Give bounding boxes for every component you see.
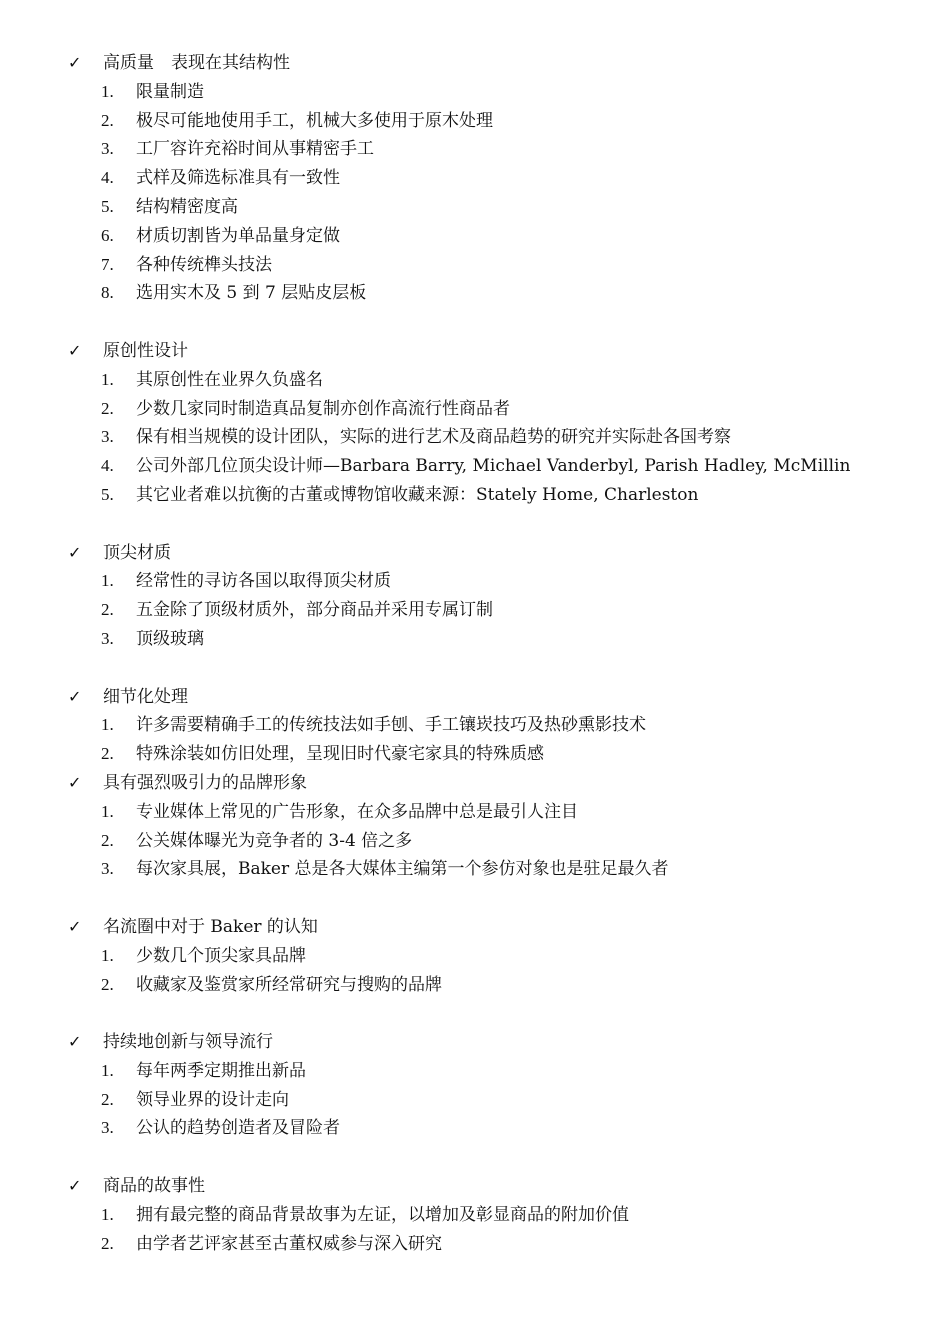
list-item-text: 工厂容许充裕时间从事精密手工 [136, 139, 374, 160]
list-item-number: 3. [101, 427, 114, 447]
list-item-text: 拥有最完整的商品背景故事为左证，以增加及彰显商品的附加价值 [136, 1204, 629, 1225]
list-item [0, 423, 950, 452]
list-item [0, 740, 950, 769]
list-item [0, 827, 950, 856]
section-title: 名流圈中对于 Baker 的认知 [103, 916, 318, 937]
list-item-text: 极尽可能地使用手工，机械大多使用于原木处理 [136, 110, 493, 131]
list-item-text: 由学者艺评家甚至古董权威参与深入研究 [136, 1233, 442, 1254]
list-item-text: 少数几个顶尖家具品牌 [136, 945, 306, 966]
list-item-number: 1. [101, 1060, 114, 1080]
list-item-text: 材质切割皆为单品量身定做 [136, 225, 340, 246]
list-item-number: 3. [101, 1118, 114, 1138]
list-item [0, 625, 950, 654]
list-item-number: 3. [101, 139, 114, 159]
section-heading [0, 913, 950, 942]
list-item-text: 各种传统榫头技法 [136, 254, 272, 275]
section-heading [0, 1172, 950, 1201]
section-heading [0, 769, 950, 798]
list-item [0, 135, 950, 164]
list-section [0, 683, 950, 769]
section-title: 商品的故事性 [103, 1176, 205, 1197]
list-item-number: 8. [101, 283, 114, 303]
list-item-number: 1. [101, 571, 114, 591]
list-item [0, 1057, 950, 1086]
list-item-number: 1. [101, 945, 114, 965]
list-item-number: 2. [101, 398, 114, 418]
checkmark-icon: ✓ [68, 542, 82, 562]
section-title: 原创性设计 [103, 340, 188, 361]
list-section [0, 1028, 950, 1143]
checkmark-icon: ✓ [68, 1176, 82, 1196]
list-section [0, 913, 950, 999]
list-section [0, 49, 950, 308]
list-item [0, 222, 950, 251]
list-item [0, 452, 950, 481]
list-section [0, 539, 950, 654]
list-item-text: 公关媒体曝光为竞争者的 3-4 倍之多 [136, 830, 413, 851]
checkmark-icon: ✓ [68, 686, 82, 706]
list-item [0, 798, 950, 827]
section-heading [0, 683, 950, 712]
list-item-text: 每年两季定期推出新品 [136, 1060, 306, 1081]
list-item-text: 少数几家同时制造真品复制亦创作高流行性商品者 [136, 398, 510, 419]
list-section [0, 337, 950, 510]
list-item-number: 6. [101, 225, 114, 245]
list-item-number: 1. [101, 715, 114, 735]
list-item-text: 特殊涂装如仿旧处理，呈现旧时代豪宅家具的特殊质感 [136, 744, 544, 765]
checkmark-icon: ✓ [68, 340, 82, 360]
list-item-text: 每次家具展，Baker 总是各大媒体主编第一个参仿对象也是驻足最久者 [136, 859, 669, 880]
list-item [0, 193, 950, 222]
list-item [0, 1230, 950, 1259]
list-item-number: 2. [101, 1089, 114, 1109]
list-item [0, 78, 950, 107]
section-heading [0, 539, 950, 568]
list-item-number: 7. [101, 254, 114, 274]
list-item [0, 366, 950, 395]
list-item-number: 2. [101, 600, 114, 620]
section-heading [0, 337, 950, 366]
document-body [0, 49, 950, 1258]
section-title: 细节化处理 [103, 686, 188, 707]
list-item-number: 1. [101, 81, 114, 101]
list-section [0, 769, 950, 884]
list-item-number: 5. [101, 484, 114, 504]
list-item [0, 567, 950, 596]
list-item [0, 971, 950, 1000]
section-title: 顶尖材质 [103, 542, 171, 563]
list-item-number: 4. [101, 456, 114, 476]
list-item-number: 2. [101, 830, 114, 850]
section-title: 持续地创新与领导流行 [103, 1032, 273, 1053]
list-item-text: 保有相当规模的设计团队，实际的进行艺术及商品趋势的研究并实际赴各国考察 [136, 427, 731, 448]
list-item-text: 经常性的寻访各国以取得顶尖材质 [136, 571, 391, 592]
list-item-text: 专业媒体上常见的广告形象，在众多品牌中总是最引人注目 [136, 801, 578, 822]
list-item-number: 1. [101, 1204, 114, 1224]
list-item-number: 1. [101, 369, 114, 389]
section-heading [0, 1028, 950, 1057]
list-item-text: 其原创性在业界久负盛名 [136, 369, 323, 390]
list-item-text: 收藏家及鉴赏家所经常研究与搜购的品牌 [136, 974, 442, 995]
list-section [0, 1172, 950, 1258]
list-item-text: 顶级玻璃 [136, 628, 204, 649]
list-item-text: 公司外部几位顶尖设计师—Barbara Barry, Michael Vanderbyl, Parish Hadley, McMillin [136, 456, 851, 477]
checkmark-icon: ✓ [68, 1032, 82, 1052]
list-item [0, 164, 950, 193]
list-item-number: 2. [101, 1233, 114, 1253]
list-item-text: 其它业者难以抗衡的古董或博物馆收藏来源：Stately Home, Charleston [136, 484, 699, 505]
list-item [0, 481, 950, 510]
list-item-text: 限量制造 [136, 81, 204, 102]
section-title: 高质量 表现在其结构性 [103, 53, 290, 73]
list-item [0, 942, 950, 971]
section-title: 具有强烈吸引力的品牌形象 [103, 772, 307, 793]
checkmark-icon: ✓ [68, 916, 82, 936]
list-item-text: 领导业界的设计走向 [136, 1089, 289, 1110]
list-item-text: 式样及筛选标准具有一致性 [136, 168, 340, 189]
list-item-text: 选用实木及 5 到 7 层贴皮层板 [136, 283, 367, 304]
list-item-number: 3. [101, 859, 114, 879]
list-item-number: 2. [101, 744, 114, 764]
list-item-text: 五金除了顶级材质外，部分商品并采用专属订制 [136, 600, 493, 621]
section-heading [0, 49, 950, 78]
list-item-number: 1. [101, 801, 114, 821]
list-item [0, 107, 950, 136]
list-item [0, 279, 950, 308]
list-item-number: 3. [101, 628, 114, 648]
list-item-text: 公认的趋势创造者及冒险者 [136, 1118, 340, 1139]
list-item-number: 5. [101, 196, 114, 216]
list-item [0, 596, 950, 625]
list-item-number: 4. [101, 168, 114, 188]
checkmark-icon: ✓ [68, 53, 82, 72]
list-item [0, 251, 950, 280]
list-item [0, 711, 950, 740]
checkmark-icon: ✓ [68, 772, 82, 792]
list-item-number: 2. [101, 110, 114, 130]
list-item [0, 395, 950, 424]
list-item [0, 1086, 950, 1115]
list-item-text: 许多需要精确手工的传统技法如手刨、手工镶崁技巧及热砂熏影技术 [136, 715, 646, 736]
list-item-number: 2. [101, 974, 114, 994]
list-item [0, 855, 950, 884]
list-item [0, 1114, 950, 1143]
list-item-text: 结构精密度高 [136, 196, 238, 217]
list-item [0, 1201, 950, 1230]
